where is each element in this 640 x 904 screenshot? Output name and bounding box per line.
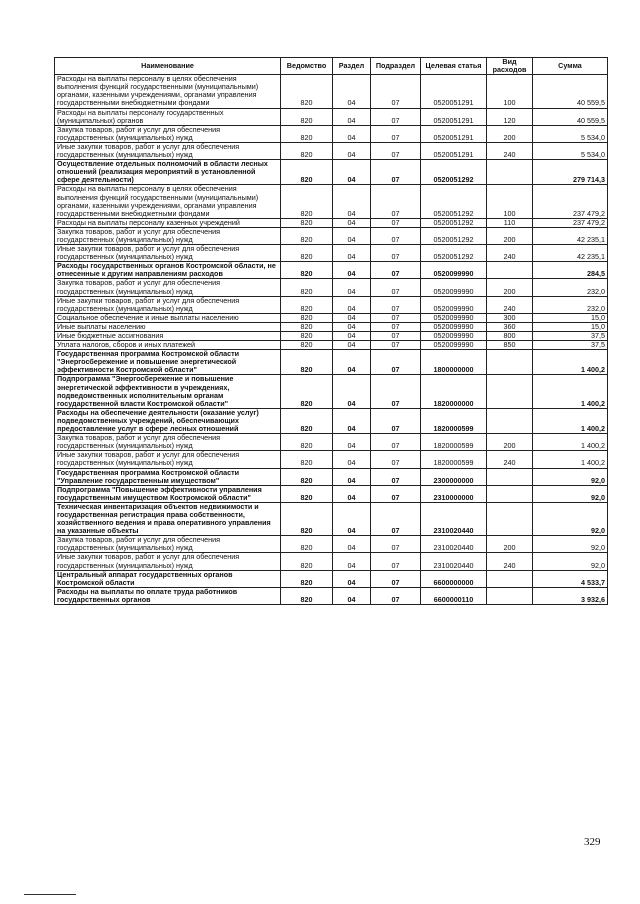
row-sum-cell: 37,5 — [533, 341, 608, 350]
row-vedomstvo-cell: 820 — [281, 536, 333, 553]
budget-table — [54, 57, 608, 605]
row-sum-cell: 42 235,1 — [533, 245, 608, 262]
row-expense-type-cell — [487, 262, 533, 279]
row-sum-cell: 1 400,2 — [533, 451, 608, 468]
row-target-article-cell: 6600000110 — [421, 587, 487, 604]
row-razdel-cell: 04 — [333, 322, 371, 331]
row-target-article-cell: 0520099990 — [421, 262, 487, 279]
row-sum-cell: 37,5 — [533, 332, 608, 341]
row-name-cell: Государственная программа Костромской области "Управление государственным имуществом" — [55, 468, 281, 485]
row-razdel-cell: 04 — [333, 160, 371, 185]
row-razdel-cell: 04 — [333, 332, 371, 341]
row-vedomstvo-cell: 820 — [281, 451, 333, 468]
table-body — [55, 75, 608, 605]
budget-table-sheet — [54, 57, 607, 605]
row-name-cell: Закупка товаров, работ и услуг для обеспечения государственных (муниципальных) нужд — [55, 227, 281, 244]
row-vedomstvo-cell: 820 — [281, 485, 333, 502]
row-expense-type-cell: 200 — [487, 227, 533, 244]
row-vedomstvo-cell: 820 — [281, 108, 333, 125]
row-razdel-cell: 04 — [333, 125, 371, 142]
row-target-article-cell: 1800000000 — [421, 350, 487, 375]
row-sum-cell: 232,0 — [533, 296, 608, 313]
table-row — [55, 587, 608, 604]
table-row — [55, 332, 608, 341]
row-razdel-cell: 04 — [333, 108, 371, 125]
table-row — [55, 408, 608, 433]
row-expense-type-cell: 240 — [487, 553, 533, 570]
row-name-cell: Закупка товаров, работ и услуг для обеспечения государственных (муниципальных) нужд — [55, 536, 281, 553]
row-target-article-cell: 0520051292 — [421, 185, 487, 218]
table-row — [55, 262, 608, 279]
row-expense-type-cell: 240 — [487, 296, 533, 313]
row-target-article-cell: 0520099990 — [421, 332, 487, 341]
row-sum-cell: 1 400,2 — [533, 408, 608, 433]
row-name-cell: Иные выплаты населению — [55, 322, 281, 331]
row-podrazdel-cell: 07 — [371, 313, 421, 322]
row-vedomstvo-cell: 820 — [281, 313, 333, 322]
col-header-expense-type: Вид расходов — [487, 58, 533, 75]
row-expense-type-cell: 200 — [487, 125, 533, 142]
row-target-article-cell: 1820000599 — [421, 408, 487, 433]
row-name-cell: Осуществление отдельных полномочий в области лесных отношений (реализация мероприятий в установленной сфере деятельности) — [55, 160, 281, 185]
row-razdel-cell: 04 — [333, 451, 371, 468]
row-expense-type-cell: 360 — [487, 322, 533, 331]
row-sum-cell: 92,0 — [533, 553, 608, 570]
row-vedomstvo-cell: 820 — [281, 75, 333, 108]
row-expense-type-cell: 100 — [487, 185, 533, 218]
row-razdel-cell: 04 — [333, 279, 371, 296]
row-razdel-cell: 04 — [333, 468, 371, 485]
table-row — [55, 485, 608, 502]
page-number: 329 — [584, 836, 601, 848]
row-expense-type-cell: 240 — [487, 451, 533, 468]
row-sum-cell: 279 714,3 — [533, 160, 608, 185]
row-expense-type-cell: 200 — [487, 279, 533, 296]
row-expense-type-cell — [487, 375, 533, 408]
row-vedomstvo-cell: 820 — [281, 262, 333, 279]
row-name-cell: Техническая инвентаризация объектов недвижимости и государственная регистрация права собственности, хозяйственного ведения и права оперативного управления на указанные объекты — [55, 502, 281, 535]
row-vedomstvo-cell: 820 — [281, 296, 333, 313]
row-podrazdel-cell: 07 — [371, 279, 421, 296]
row-name-cell: Социальное обеспечение и иные выплаты населению — [55, 313, 281, 322]
row-sum-cell: 4 533,7 — [533, 570, 608, 587]
row-target-article-cell: 0520051291 — [421, 108, 487, 125]
row-name-cell: Расходы на выплаты по оплате труда работников государственных органов — [55, 587, 281, 604]
row-expense-type-cell: 800 — [487, 332, 533, 341]
row-podrazdel-cell: 07 — [371, 587, 421, 604]
row-razdel-cell: 04 — [333, 75, 371, 108]
table-row — [55, 502, 608, 535]
table-row — [55, 160, 608, 185]
row-target-article-cell: 0520099990 — [421, 341, 487, 350]
row-expense-type-cell — [487, 160, 533, 185]
row-name-cell: Закупка товаров, работ и услуг для обеспечения государственных (муниципальных) нужд — [55, 125, 281, 142]
row-podrazdel-cell: 07 — [371, 160, 421, 185]
table-row — [55, 375, 608, 408]
row-razdel-cell: 04 — [333, 553, 371, 570]
row-sum-cell: 1 400,2 — [533, 434, 608, 451]
row-podrazdel-cell: 07 — [371, 142, 421, 159]
row-vedomstvo-cell: 820 — [281, 468, 333, 485]
row-target-article-cell: 2310020440 — [421, 536, 487, 553]
row-expense-type-cell: 240 — [487, 245, 533, 262]
row-vedomstvo-cell: 820 — [281, 142, 333, 159]
row-expense-type-cell — [487, 485, 533, 502]
row-name-cell: Расходы на выплаты персоналу в целях обеспечения выполнения функций государственными (муниципальными) органами, казенными учреждениями, органами управления государственными внебюджетными фондами — [55, 75, 281, 108]
row-podrazdel-cell: 07 — [371, 553, 421, 570]
row-expense-type-cell — [487, 468, 533, 485]
table-row — [55, 536, 608, 553]
row-razdel-cell: 04 — [333, 262, 371, 279]
row-vedomstvo-cell: 820 — [281, 553, 333, 570]
row-name-cell: Иные бюджетные ассигнования — [55, 332, 281, 341]
row-vedomstvo-cell: 820 — [281, 125, 333, 142]
row-expense-type-cell — [487, 587, 533, 604]
row-name-cell: Расходы на выплаты персоналу в целях обеспечения выполнения функций государственными (муниципальными) органами, казенными учреждениями, органами управления государственными внебюджетными фондами — [55, 185, 281, 218]
row-podrazdel-cell: 07 — [371, 75, 421, 108]
row-target-article-cell: 0520051291 — [421, 142, 487, 159]
table-row — [55, 468, 608, 485]
row-podrazdel-cell: 07 — [371, 375, 421, 408]
row-name-cell: Уплата налогов, сборов и иных платежей — [55, 341, 281, 350]
row-vedomstvo-cell: 820 — [281, 322, 333, 331]
row-podrazdel-cell: 07 — [371, 125, 421, 142]
row-expense-type-cell — [487, 408, 533, 433]
table-row — [55, 341, 608, 350]
row-podrazdel-cell: 07 — [371, 434, 421, 451]
row-sum-cell: 237 479,2 — [533, 185, 608, 218]
row-vedomstvo-cell: 820 — [281, 502, 333, 535]
row-razdel-cell: 04 — [333, 185, 371, 218]
row-razdel-cell: 04 — [333, 375, 371, 408]
row-target-article-cell: 0520051292 — [421, 245, 487, 262]
row-target-article-cell: 0520051292 — [421, 160, 487, 185]
table-row — [55, 108, 608, 125]
row-podrazdel-cell: 07 — [371, 262, 421, 279]
row-razdel-cell: 04 — [333, 218, 371, 227]
row-sum-cell: 92,0 — [533, 485, 608, 502]
row-target-article-cell: 2310020440 — [421, 553, 487, 570]
table-row — [55, 142, 608, 159]
table-row — [55, 451, 608, 468]
row-target-article-cell: 2310000000 — [421, 485, 487, 502]
row-target-article-cell: 2310020440 — [421, 502, 487, 535]
row-vedomstvo-cell: 820 — [281, 160, 333, 185]
row-sum-cell: 1 400,2 — [533, 375, 608, 408]
row-name-cell: Закупка товаров, работ и услуг для обеспечения государственных (муниципальных) нужд — [55, 434, 281, 451]
row-target-article-cell: 0520099990 — [421, 296, 487, 313]
row-sum-cell: 15,0 — [533, 322, 608, 331]
row-target-article-cell: 1820000000 — [421, 375, 487, 408]
footnote-divider — [24, 894, 76, 895]
row-sum-cell: 40 559,5 — [533, 108, 608, 125]
row-sum-cell: 232,0 — [533, 279, 608, 296]
col-header-target-article: Целевая статья — [421, 58, 487, 75]
row-sum-cell: 5 534,0 — [533, 142, 608, 159]
row-podrazdel-cell: 07 — [371, 332, 421, 341]
row-podrazdel-cell: 07 — [371, 570, 421, 587]
row-expense-type-cell: 240 — [487, 142, 533, 159]
row-name-cell: Расходы на выплаты персоналу государственных (муниципальных) органов — [55, 108, 281, 125]
row-vedomstvo-cell: 820 — [281, 570, 333, 587]
row-podrazdel-cell: 07 — [371, 408, 421, 433]
row-expense-type-cell: 200 — [487, 536, 533, 553]
row-podrazdel-cell: 07 — [371, 227, 421, 244]
row-expense-type-cell — [487, 502, 533, 535]
table-row — [55, 313, 608, 322]
row-podrazdel-cell: 07 — [371, 468, 421, 485]
row-sum-cell: 237 479,2 — [533, 218, 608, 227]
row-razdel-cell: 04 — [333, 502, 371, 535]
table-header-row — [55, 58, 608, 75]
row-razdel-cell: 04 — [333, 587, 371, 604]
row-vedomstvo-cell: 820 — [281, 350, 333, 375]
row-name-cell: Иные закупки товаров, работ и услуг для обеспечения государственных (муниципальных) нужд — [55, 553, 281, 570]
row-sum-cell: 3 932,6 — [533, 587, 608, 604]
row-target-article-cell: 2300000000 — [421, 468, 487, 485]
row-podrazdel-cell: 07 — [371, 296, 421, 313]
row-vedomstvo-cell: 820 — [281, 245, 333, 262]
row-podrazdel-cell: 07 — [371, 350, 421, 375]
row-name-cell: Расходы на обеспечение деятельности (оказание услуг) подведомственных учреждений, обеспечивающих предоставление услуг в сфере лесных отношений — [55, 408, 281, 433]
row-expense-type-cell: 100 — [487, 75, 533, 108]
row-podrazdel-cell: 07 — [371, 451, 421, 468]
row-name-cell: Закупка товаров, работ и услуг для обеспечения государственных (муниципальных) нужд — [55, 279, 281, 296]
row-vedomstvo-cell: 820 — [281, 227, 333, 244]
row-vedomstvo-cell: 820 — [281, 185, 333, 218]
row-podrazdel-cell: 07 — [371, 536, 421, 553]
row-vedomstvo-cell: 820 — [281, 218, 333, 227]
row-podrazdel-cell: 07 — [371, 485, 421, 502]
row-razdel-cell: 04 — [333, 296, 371, 313]
table-row — [55, 227, 608, 244]
table-row — [55, 279, 608, 296]
row-podrazdel-cell: 07 — [371, 185, 421, 218]
row-target-article-cell: 0520099990 — [421, 313, 487, 322]
table-row — [55, 125, 608, 142]
row-expense-type-cell: 850 — [487, 341, 533, 350]
row-target-article-cell: 1820000599 — [421, 434, 487, 451]
row-vedomstvo-cell: 820 — [281, 375, 333, 408]
row-expense-type-cell: 200 — [487, 434, 533, 451]
row-name-cell: Иные закупки товаров, работ и услуг для обеспечения государственных (муниципальных) нужд — [55, 142, 281, 159]
row-sum-cell: 15,0 — [533, 313, 608, 322]
table-row — [55, 75, 608, 108]
row-target-article-cell: 1820000599 — [421, 451, 487, 468]
row-podrazdel-cell: 07 — [371, 218, 421, 227]
row-vedomstvo-cell: 820 — [281, 587, 333, 604]
col-header-sum: Сумма — [533, 58, 608, 75]
row-name-cell: Расходы на выплаты персоналу казенных учреждений — [55, 218, 281, 227]
table-row — [55, 218, 608, 227]
row-vedomstvo-cell: 820 — [281, 332, 333, 341]
row-vedomstvo-cell: 820 — [281, 408, 333, 433]
row-target-article-cell: 0520051291 — [421, 125, 487, 142]
row-sum-cell: 1 400,2 — [533, 350, 608, 375]
row-sum-cell: 40 559,5 — [533, 75, 608, 108]
row-razdel-cell: 04 — [333, 313, 371, 322]
row-razdel-cell: 04 — [333, 341, 371, 350]
row-razdel-cell: 04 — [333, 570, 371, 587]
row-target-article-cell: 0520051292 — [421, 227, 487, 244]
table-row — [55, 296, 608, 313]
table-row — [55, 434, 608, 451]
col-header-vedomstvo: Ведомство — [281, 58, 333, 75]
row-razdel-cell: 04 — [333, 434, 371, 451]
row-sum-cell: 42 235,1 — [533, 227, 608, 244]
row-vedomstvo-cell: 820 — [281, 279, 333, 296]
row-sum-cell: 92,0 — [533, 536, 608, 553]
row-name-cell: Подпрограмма "Повышение эффективности управления государственным имуществом Костромской области" — [55, 485, 281, 502]
row-expense-type-cell: 110 — [487, 218, 533, 227]
row-name-cell: Центральный аппарат государственных органов Костромской области — [55, 570, 281, 587]
table-row — [55, 185, 608, 218]
row-sum-cell: 92,0 — [533, 468, 608, 485]
col-header-name: Наименование — [55, 58, 281, 75]
row-vedomstvo-cell: 820 — [281, 434, 333, 451]
row-name-cell: Подпрограмма "Энергосбережение и повышение энергетической эффективности в учреждениях, подведомственных исполнительным органам государственной власти Костромской области" — [55, 375, 281, 408]
table-row — [55, 322, 608, 331]
row-razdel-cell: 04 — [333, 142, 371, 159]
row-razdel-cell: 04 — [333, 350, 371, 375]
row-name-cell: Расходы государственных органов Костромской области, не отнесенные к другим направлениям расходов — [55, 262, 281, 279]
row-sum-cell: 5 534,0 — [533, 125, 608, 142]
col-header-razdel: Раздел — [333, 58, 371, 75]
row-razdel-cell: 04 — [333, 536, 371, 553]
table-row — [55, 570, 608, 587]
row-razdel-cell: 04 — [333, 485, 371, 502]
row-sum-cell: 92,0 — [533, 502, 608, 535]
row-razdel-cell: 04 — [333, 227, 371, 244]
table-row — [55, 245, 608, 262]
row-expense-type-cell: 120 — [487, 108, 533, 125]
table-row — [55, 553, 608, 570]
row-target-article-cell: 0520099990 — [421, 279, 487, 296]
row-podrazdel-cell: 07 — [371, 108, 421, 125]
row-podrazdel-cell: 07 — [371, 322, 421, 331]
col-header-podrazdel: Подраздел — [371, 58, 421, 75]
row-name-cell: Иные закупки товаров, работ и услуг для обеспечения государственных (муниципальных) нужд — [55, 451, 281, 468]
row-razdel-cell: 04 — [333, 245, 371, 262]
row-target-article-cell: 0520051291 — [421, 75, 487, 108]
row-podrazdel-cell: 07 — [371, 341, 421, 350]
row-name-cell: Иные закупки товаров, работ и услуг для обеспечения государственных (муниципальных) нужд — [55, 245, 281, 262]
row-razdel-cell: 04 — [333, 408, 371, 433]
row-target-article-cell: 6600000000 — [421, 570, 487, 587]
row-name-cell: Иные закупки товаров, работ и услуг для обеспечения государственных (муниципальных) нужд — [55, 296, 281, 313]
row-expense-type-cell — [487, 350, 533, 375]
row-vedomstvo-cell: 820 — [281, 341, 333, 350]
row-target-article-cell: 0520099990 — [421, 322, 487, 331]
row-sum-cell: 284,5 — [533, 262, 608, 279]
table-row — [55, 350, 608, 375]
row-podrazdel-cell: 07 — [371, 245, 421, 262]
row-target-article-cell: 0520051292 — [421, 218, 487, 227]
row-expense-type-cell: 300 — [487, 313, 533, 322]
row-expense-type-cell — [487, 570, 533, 587]
row-podrazdel-cell: 07 — [371, 502, 421, 535]
row-name-cell: Государственная программа Костромской области "Энергосбережение и повышение энергетической эффективности Костромской области" — [55, 350, 281, 375]
